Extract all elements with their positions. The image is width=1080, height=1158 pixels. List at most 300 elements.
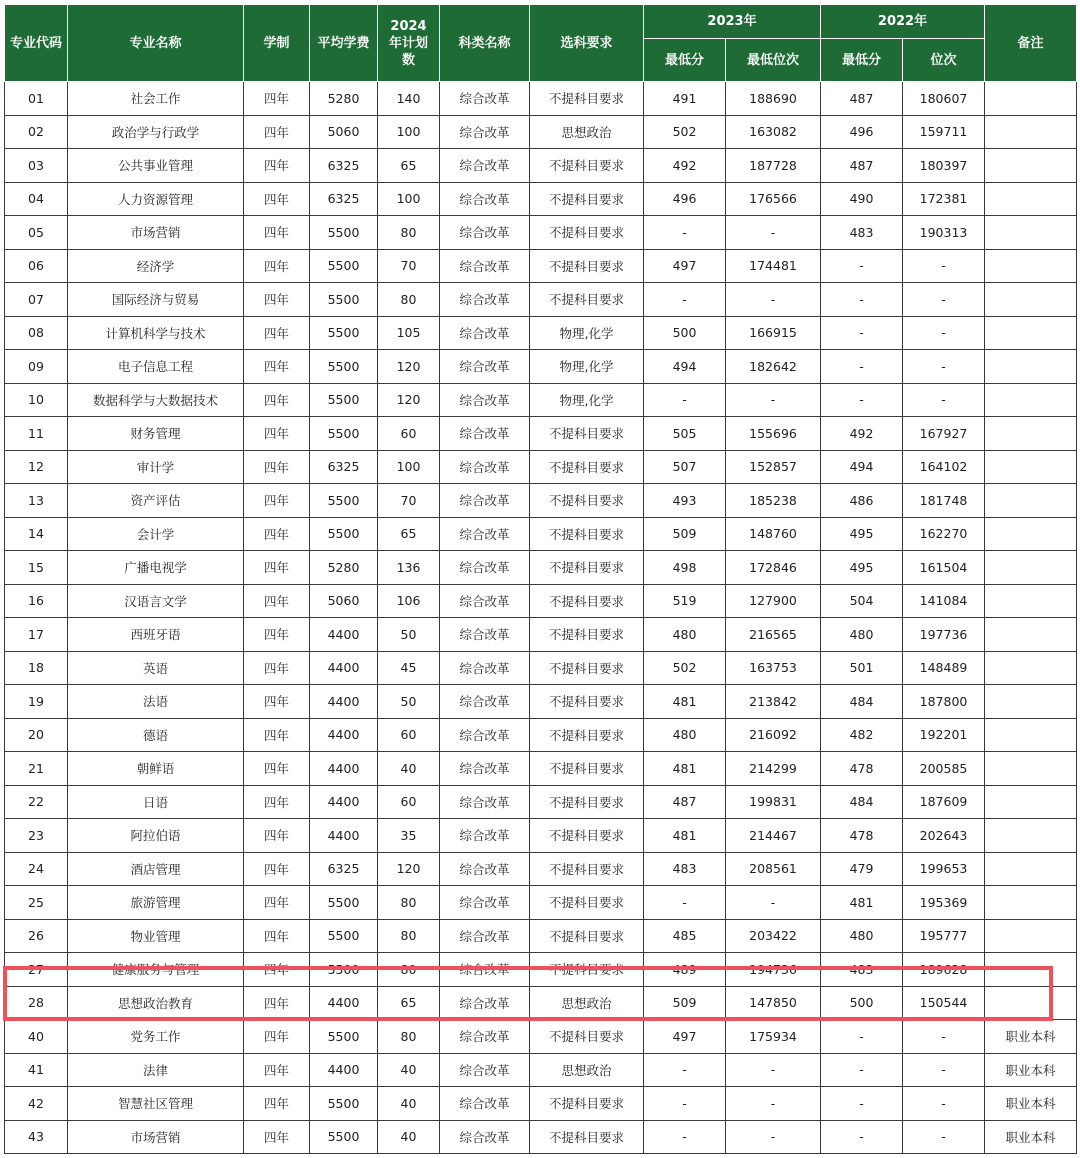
table-body [5, 82, 1077, 1154]
cell-category: 综合改革 [440, 216, 530, 250]
cell-plan: 40 [378, 1087, 440, 1121]
cell-category: 综合改革 [440, 752, 530, 786]
cell-duration: 四年 [244, 115, 310, 149]
cell-2022-min-score: 495 [821, 551, 903, 585]
col-header-remark: 备注 [985, 5, 1077, 82]
cell-2023-min-score: 519 [644, 584, 726, 618]
cell-category: 综合改革 [440, 82, 530, 116]
cell-remark [985, 584, 1077, 618]
cell-2023-min-score: 502 [644, 651, 726, 685]
cell-plan: 120 [378, 852, 440, 886]
cell-2023-min-rank: - [726, 1087, 821, 1121]
cell-2023-min-rank: 214467 [726, 819, 821, 853]
cell-2023-min-rank: 127900 [726, 584, 821, 618]
table-row [5, 350, 1077, 384]
cell-2022-min-score: 495 [821, 517, 903, 551]
cell-duration: 四年 [244, 283, 310, 317]
table-row [5, 216, 1077, 250]
cell-2022-min-score: 480 [821, 618, 903, 652]
cell-2022-rank: - [903, 350, 985, 384]
cell-2023-min-score: 500 [644, 316, 726, 350]
cell-subject-req: 不提科目要求 [530, 886, 644, 920]
cell-category: 综合改革 [440, 115, 530, 149]
cell-remark [985, 383, 1077, 417]
cell-2023-min-rank: 185238 [726, 484, 821, 518]
table-row [5, 718, 1077, 752]
cell-fee: 4400 [310, 986, 378, 1020]
cell-2023-min-score: - [644, 1087, 726, 1121]
cell-category: 综合改革 [440, 383, 530, 417]
cell-name: 德语 [68, 718, 244, 752]
table-row [5, 584, 1077, 618]
cell-code: 40 [5, 1020, 68, 1054]
cell-2022-min-score: - [821, 283, 903, 317]
cell-subject-req: 不提科目要求 [530, 1087, 644, 1121]
cell-2023-min-score: 507 [644, 450, 726, 484]
col-header-name: 专业名称 [68, 5, 244, 82]
cell-remark [985, 886, 1077, 920]
cell-remark [985, 685, 1077, 719]
cell-plan: 80 [378, 1020, 440, 1054]
cell-2022-rank: - [903, 1120, 985, 1154]
cell-category: 综合改革 [440, 584, 530, 618]
cell-plan: 80 [378, 886, 440, 920]
cell-2023-min-score: - [644, 1053, 726, 1087]
cell-remark [985, 182, 1077, 216]
cell-fee: 5500 [310, 1120, 378, 1154]
cell-2023-min-rank: 163753 [726, 651, 821, 685]
cell-2023-min-rank: - [726, 1120, 821, 1154]
table-row [5, 1053, 1077, 1087]
cell-name: 数据科学与大数据技术 [68, 383, 244, 417]
cell-2023-min-rank: - [726, 1053, 821, 1087]
cell-2023-min-rank: 172846 [726, 551, 821, 585]
cell-2022-rank: 167927 [903, 417, 985, 451]
cell-duration: 四年 [244, 417, 310, 451]
cell-2022-rank: 195369 [903, 886, 985, 920]
cell-fee: 5500 [310, 417, 378, 451]
cell-2023-min-score: 481 [644, 819, 726, 853]
cell-2022-min-score: 484 [821, 785, 903, 819]
cell-2023-min-score: 498 [644, 551, 726, 585]
cell-duration: 四年 [244, 1053, 310, 1087]
cell-duration: 四年 [244, 685, 310, 719]
cell-name: 朝鲜语 [68, 752, 244, 786]
cell-plan: 80 [378, 919, 440, 953]
cell-category: 综合改革 [440, 1087, 530, 1121]
cell-remark [985, 82, 1077, 116]
cell-name: 审计学 [68, 450, 244, 484]
cell-2022-min-score: 481 [821, 886, 903, 920]
cell-fee: 5060 [310, 115, 378, 149]
cell-category: 综合改革 [440, 1053, 530, 1087]
table-row [5, 517, 1077, 551]
cell-2022-min-score: 486 [821, 484, 903, 518]
table-row [5, 685, 1077, 719]
cell-2022-rank: 197736 [903, 618, 985, 652]
cell-name: 英语 [68, 651, 244, 685]
cell-subject-req: 不提科目要求 [530, 919, 644, 953]
cell-name: 党务工作 [68, 1020, 244, 1054]
cell-category: 综合改革 [440, 651, 530, 685]
table-row [5, 249, 1077, 283]
cell-2022-rank: 161504 [903, 551, 985, 585]
cell-fee: 4400 [310, 618, 378, 652]
cell-fee: 5500 [310, 350, 378, 384]
table-row [5, 551, 1077, 585]
cell-name: 计算机科学与技术 [68, 316, 244, 350]
cell-remark [985, 551, 1077, 585]
cell-duration: 四年 [244, 551, 310, 585]
cell-plan: 100 [378, 115, 440, 149]
table-row [5, 1087, 1077, 1121]
cell-fee: 5500 [310, 919, 378, 953]
cell-code: 19 [5, 685, 68, 719]
cell-remark [985, 986, 1077, 1020]
cell-2023-min-score: - [644, 283, 726, 317]
cell-2023-min-rank: 175934 [726, 1020, 821, 1054]
cell-name: 市场营销 [68, 216, 244, 250]
cell-2022-rank: 181748 [903, 484, 985, 518]
cell-fee: 4400 [310, 752, 378, 786]
cell-subject-req: 不提科目要求 [530, 450, 644, 484]
cell-2023-min-score: 494 [644, 350, 726, 384]
table-row [5, 182, 1077, 216]
cell-duration: 四年 [244, 383, 310, 417]
cell-plan: 100 [378, 450, 440, 484]
cell-name: 健康服务与管理 [68, 953, 244, 987]
cell-2023-min-score: - [644, 886, 726, 920]
cell-plan: 45 [378, 651, 440, 685]
cell-remark: 职业本科 [985, 1020, 1077, 1054]
cell-2022-min-score: 478 [821, 819, 903, 853]
cell-fee: 6325 [310, 149, 378, 183]
cell-2022-min-score: 478 [821, 752, 903, 786]
cell-2022-min-score: - [821, 249, 903, 283]
cell-2022-rank: 141084 [903, 584, 985, 618]
table-row [5, 785, 1077, 819]
cell-plan: 60 [378, 417, 440, 451]
cell-code: 03 [5, 149, 68, 183]
cell-category: 综合改革 [440, 283, 530, 317]
cell-2023-min-rank: - [726, 216, 821, 250]
col-header-2022-rank: 位次 [903, 39, 985, 82]
cell-remark [985, 350, 1077, 384]
cell-2023-min-score: 480 [644, 718, 726, 752]
cell-code: 14 [5, 517, 68, 551]
cell-remark: 职业本科 [985, 1120, 1077, 1154]
cell-2022-rank: - [903, 316, 985, 350]
cell-fee: 4400 [310, 785, 378, 819]
cell-duration: 四年 [244, 852, 310, 886]
cell-plan: 100 [378, 182, 440, 216]
cell-2023-min-rank: 203422 [726, 919, 821, 953]
cell-code: 01 [5, 82, 68, 116]
cell-name: 电子信息工程 [68, 350, 244, 384]
cell-fee: 5500 [310, 283, 378, 317]
cell-remark: 职业本科 [985, 1087, 1077, 1121]
cell-duration: 四年 [244, 718, 310, 752]
cell-remark [985, 316, 1077, 350]
table-row [5, 149, 1077, 183]
col-header-subject-req: 选科要求 [530, 5, 644, 82]
cell-2022-rank: 202643 [903, 819, 985, 853]
cell-code: 17 [5, 618, 68, 652]
cell-category: 综合改革 [440, 986, 530, 1020]
cell-code: 16 [5, 584, 68, 618]
cell-2022-min-score: - [821, 316, 903, 350]
cell-name: 人力资源管理 [68, 182, 244, 216]
cell-category: 综合改革 [440, 450, 530, 484]
cell-plan: 40 [378, 752, 440, 786]
cell-remark [985, 115, 1077, 149]
cell-subject-req: 思想政治 [530, 1053, 644, 1087]
cell-code: 22 [5, 785, 68, 819]
cell-code: 02 [5, 115, 68, 149]
cell-2022-min-score: 483 [821, 216, 903, 250]
cell-subject-req: 不提科目要求 [530, 953, 644, 987]
cell-2023-min-rank: 213842 [726, 685, 821, 719]
table-row [5, 283, 1077, 317]
cell-2022-rank: 199653 [903, 852, 985, 886]
cell-name: 广播电视学 [68, 551, 244, 585]
cell-2022-min-score: 496 [821, 115, 903, 149]
table-row [5, 417, 1077, 451]
cell-fee: 4400 [310, 718, 378, 752]
cell-2022-rank: - [903, 383, 985, 417]
cell-fee: 6325 [310, 852, 378, 886]
cell-plan: 40 [378, 1120, 440, 1154]
cell-plan: 140 [378, 82, 440, 116]
cell-fee: 5500 [310, 249, 378, 283]
table-row [5, 82, 1077, 116]
cell-fee: 5280 [310, 82, 378, 116]
cell-2023-min-rank: 152857 [726, 450, 821, 484]
cell-subject-req: 不提科目要求 [530, 182, 644, 216]
cell-2023-min-rank: 214299 [726, 752, 821, 786]
cell-subject-req: 不提科目要求 [530, 82, 644, 116]
cell-name: 经济学 [68, 249, 244, 283]
cell-fee: 5280 [310, 551, 378, 585]
admission-table [4, 4, 1077, 1154]
cell-duration: 四年 [244, 216, 310, 250]
cell-remark: 职业本科 [985, 1053, 1077, 1087]
cell-2022-rank: 192201 [903, 718, 985, 752]
cell-name: 日语 [68, 785, 244, 819]
col-header-code: 专业代码 [5, 5, 68, 82]
cell-subject-req: 不提科目要求 [530, 718, 644, 752]
cell-2023-min-rank: 199831 [726, 785, 821, 819]
cell-category: 综合改革 [440, 785, 530, 819]
table-row [5, 115, 1077, 149]
cell-2023-min-score: 505 [644, 417, 726, 451]
cell-code: 28 [5, 986, 68, 1020]
cell-fee: 5060 [310, 584, 378, 618]
cell-2023-min-score: 481 [644, 685, 726, 719]
cell-duration: 四年 [244, 785, 310, 819]
cell-category: 综合改革 [440, 517, 530, 551]
cell-2022-rank: 162270 [903, 517, 985, 551]
cell-code: 09 [5, 350, 68, 384]
cell-plan: 136 [378, 551, 440, 585]
table-row [5, 919, 1077, 953]
cell-category: 综合改革 [440, 685, 530, 719]
cell-code: 05 [5, 216, 68, 250]
cell-2022-min-score: - [821, 383, 903, 417]
cell-fee: 4400 [310, 819, 378, 853]
cell-2022-rank: 159711 [903, 115, 985, 149]
cell-subject-req: 不提科目要求 [530, 584, 644, 618]
cell-category: 综合改革 [440, 618, 530, 652]
col-header-2022: 2022年 [821, 5, 985, 39]
cell-duration: 四年 [244, 986, 310, 1020]
cell-category: 综合改革 [440, 249, 530, 283]
cell-subject-req: 不提科目要求 [530, 283, 644, 317]
cell-2022-min-score: - [821, 1087, 903, 1121]
cell-plan: 40 [378, 1053, 440, 1087]
cell-plan: 120 [378, 383, 440, 417]
cell-plan: 120 [378, 350, 440, 384]
cell-2023-min-rank: 216092 [726, 718, 821, 752]
table-row [5, 986, 1077, 1020]
cell-code: 25 [5, 886, 68, 920]
cell-2022-rank: 180607 [903, 82, 985, 116]
col-header-plan: 2024年计划数 [378, 5, 440, 82]
cell-code: 24 [5, 852, 68, 886]
cell-plan: 60 [378, 785, 440, 819]
cell-category: 综合改革 [440, 484, 530, 518]
table-row [5, 819, 1077, 853]
cell-code: 11 [5, 417, 68, 451]
cell-duration: 四年 [244, 149, 310, 183]
cell-duration: 四年 [244, 584, 310, 618]
cell-2022-rank: - [903, 1020, 985, 1054]
table-row [5, 383, 1077, 417]
cell-duration: 四年 [244, 1120, 310, 1154]
cell-2023-min-score: 497 [644, 249, 726, 283]
cell-2023-min-rank: 182642 [726, 350, 821, 384]
cell-2023-min-rank: 194736 [726, 953, 821, 987]
cell-2023-min-score: 483 [644, 852, 726, 886]
cell-2023-min-score: 492 [644, 149, 726, 183]
cell-2023-min-score: 497 [644, 1020, 726, 1054]
cell-code: 10 [5, 383, 68, 417]
col-header-2023-min-rank: 最低位次 [726, 39, 821, 82]
cell-2023-min-rank: 174481 [726, 249, 821, 283]
cell-2023-min-rank: 188690 [726, 82, 821, 116]
cell-name: 国际经济与贸易 [68, 283, 244, 317]
cell-2022-min-score: 500 [821, 986, 903, 1020]
cell-plan: 80 [378, 216, 440, 250]
cell-2022-min-score: 501 [821, 651, 903, 685]
cell-2023-min-score: 502 [644, 115, 726, 149]
cell-name: 市场营销 [68, 1120, 244, 1154]
cell-name: 思想政治教育 [68, 986, 244, 1020]
cell-duration: 四年 [244, 182, 310, 216]
cell-fee: 5500 [310, 1087, 378, 1121]
cell-fee: 4400 [310, 685, 378, 719]
cell-2022-min-score: 490 [821, 182, 903, 216]
cell-plan: 65 [378, 149, 440, 183]
cell-code: 21 [5, 752, 68, 786]
cell-2023-min-score: 491 [644, 82, 726, 116]
cell-2023-min-rank: 163082 [726, 115, 821, 149]
cell-subject-req: 不提科目要求 [530, 517, 644, 551]
cell-2022-rank: - [903, 1053, 985, 1087]
cell-category: 综合改革 [440, 953, 530, 987]
cell-subject-req: 思想政治 [530, 986, 644, 1020]
cell-2022-min-score: - [821, 1020, 903, 1054]
cell-duration: 四年 [244, 919, 310, 953]
cell-category: 综合改革 [440, 1020, 530, 1054]
cell-category: 综合改革 [440, 417, 530, 451]
cell-plan: 80 [378, 283, 440, 317]
cell-category: 综合改革 [440, 852, 530, 886]
cell-code: 06 [5, 249, 68, 283]
cell-remark [985, 919, 1077, 953]
cell-plan: 70 [378, 249, 440, 283]
cell-remark [985, 752, 1077, 786]
cell-fee: 5500 [310, 953, 378, 987]
cell-duration: 四年 [244, 350, 310, 384]
cell-name: 财务管理 [68, 417, 244, 451]
table-row [5, 618, 1077, 652]
cell-remark [985, 216, 1077, 250]
cell-2022-min-score: 494 [821, 450, 903, 484]
cell-subject-req: 不提科目要求 [530, 216, 644, 250]
cell-remark [985, 618, 1077, 652]
cell-2022-min-score: 487 [821, 149, 903, 183]
cell-plan: 50 [378, 685, 440, 719]
cell-duration: 四年 [244, 752, 310, 786]
cell-fee: 5500 [310, 383, 378, 417]
cell-subject-req: 思想政治 [530, 115, 644, 149]
cell-2022-min-score: - [821, 1053, 903, 1087]
cell-name: 社会工作 [68, 82, 244, 116]
cell-2023-min-rank: 155696 [726, 417, 821, 451]
cell-duration: 四年 [244, 517, 310, 551]
cell-2023-min-score: - [644, 216, 726, 250]
cell-2022-rank: 164102 [903, 450, 985, 484]
cell-category: 综合改革 [440, 316, 530, 350]
cell-subject-req: 物理,化学 [530, 383, 644, 417]
cell-category: 综合改革 [440, 551, 530, 585]
cell-2022-rank: 195777 [903, 919, 985, 953]
cell-code: 18 [5, 651, 68, 685]
cell-2023-min-rank: - [726, 383, 821, 417]
cell-2022-rank: 200585 [903, 752, 985, 786]
cell-remark [985, 852, 1077, 886]
cell-subject-req: 不提科目要求 [530, 785, 644, 819]
cell-remark [985, 517, 1077, 551]
cell-name: 阿拉伯语 [68, 819, 244, 853]
cell-2022-min-score: 504 [821, 584, 903, 618]
cell-2023-min-score: 509 [644, 517, 726, 551]
cell-fee: 5500 [310, 484, 378, 518]
cell-code: 07 [5, 283, 68, 317]
cell-code: 41 [5, 1053, 68, 1087]
cell-plan: 106 [378, 584, 440, 618]
cell-plan: 105 [378, 316, 440, 350]
cell-subject-req: 不提科目要求 [530, 651, 644, 685]
cell-plan: 80 [378, 953, 440, 987]
cell-fee: 4400 [310, 1053, 378, 1087]
cell-2023-min-rank: 187728 [726, 149, 821, 183]
cell-2022-rank: 148489 [903, 651, 985, 685]
cell-2023-min-score: 496 [644, 182, 726, 216]
cell-fee: 5500 [310, 216, 378, 250]
cell-duration: 四年 [244, 953, 310, 987]
